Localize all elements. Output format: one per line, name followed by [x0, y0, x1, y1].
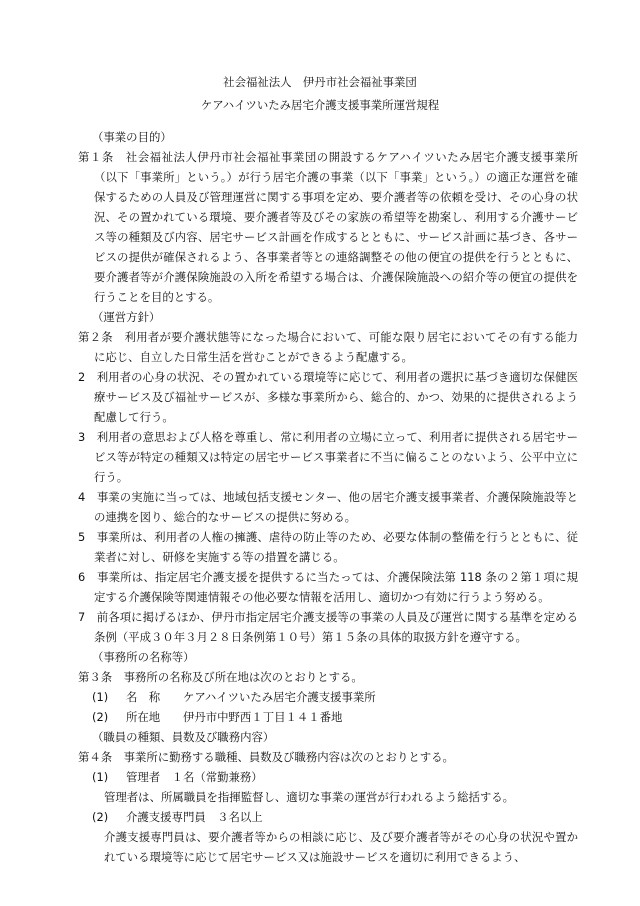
article-2: 第２条 利用者が要介護状態等になった場合において、可能な限り居宅においてその有する能力に応じ、自立した日常生活を営むことができるよう配慮する。: [78, 330, 578, 364]
title-block: [0, 71, 640, 117]
care-manager-item: [78, 807, 578, 827]
heading-purpose: （事業の目的）: [92, 130, 172, 144]
article-2-para-3: 3 利用者の意思および人格を尊重し、常に利用者の立場に立って、利用者に提供される居宅サービス等が特定の種類又は特定の居宅サービス事業者に不当に偏ることのないよう、公平中立に行う。: [78, 430, 578, 484]
item-text: 名 称 ケアハイツいたみ居宅介護支援事業所: [126, 690, 376, 704]
heading-policy: （運営方針）: [92, 310, 161, 324]
organization-name: 社会福祉法人 伊丹市社会福祉事業団: [223, 75, 417, 89]
article-2-para-5: 5 事業所は、利用者の人権の擁護、虐待の防止等のため、必要な体制の整備を行うとともに、従業者に対し、研修を実施する等の措置を講じる。: [78, 530, 578, 564]
heading-staff: （職員の種類、員数及び職務内容）: [92, 730, 275, 744]
item-text: 管理者 １名（常勤兼務）: [126, 770, 263, 784]
item-number: (2): [92, 710, 109, 724]
item-number: (1): [92, 770, 109, 784]
document-body: [78, 127, 578, 867]
item-number: (1): [92, 690, 109, 704]
office-address-item: [78, 707, 578, 727]
item-text: 所在地 伊丹市中野西１丁目１４１番地: [126, 710, 343, 724]
item-number: (2): [92, 810, 109, 824]
article-2-para-2: 2 利用者の心身の状況、その置かれている環境等に応じて、利用者の選択に基づき適切な保健医療サービス及び福祉サービスが、多様な事業所から、総合的、かつ、効果的に提供されるよう配慮して行う。: [78, 370, 578, 424]
article-1: 第１条 社会福祉法人伊丹市社会福祉事業団の開設するケアハイツいたみ居宅介護支援事業所（以下「事業所」という。）が行う居宅介護の事業（以下「事業」という。）の適正な運営を確保するための人員及び管理運営に関する事項を定め、要介護者等の依頼を受け、その心身の状況、その置かれている環境、要介護者等及びその家族の希望等を勘案し、利用する介護サービス等の種類及び内容、居宅サービス計画を作成するとともに、サービス計画に基づき、各サービスの提供が確保されるよう、各事業者等との連絡調整その他の便宜の提供を行うとともに、要介護者等が介護保険施設の入所を希望する場合は、介護保険施設への紹介等の便宜の提供を行うことを目的とする。: [78, 150, 578, 304]
article-3: 第３条 事務所の名称及び所在地は次のとおりとする。: [78, 670, 363, 684]
heading-office-name: （事務所の名称等）: [92, 650, 195, 664]
article-2-para-4: 4 事業の実施に当っては、地域包括支援センター、他の居宅介護支援事業者、介護保険施設等との連携を図り、総合的なサービスの提供に努める。: [78, 490, 578, 524]
care-manager-description: 介護支援専門員は、要介護者等からの相談に応じ、及び要介護者等がその心身の状況や置かれている環境等に応じて居宅サービス又は施設サービスを適切に利用できるよう、: [104, 830, 578, 864]
article-2-para-7: 7 前各項に掲げるほか、伊丹市指定居宅介護支援等の事業の人員及び運営に関する基準を定める条例（平成３０年３月２８日条例第１０号）第１５条の具体的取扱方針を遵守する。: [78, 610, 578, 644]
article-2-para-6: 6 事業所は、指定居宅介護支援を提供するに当たっては、介護保険法第 118 条の２第１項に規定する介護保険等関連情報その他必要な情報を活用し、適切かつ有効に行うよう努める。: [78, 570, 578, 604]
office-name-item: [78, 687, 578, 707]
article-4: 第４条 事業所に勤務する職種、員数及び職務内容は次のとおりとする。: [78, 750, 454, 764]
manager-item: [78, 767, 578, 787]
document-title: ケアハイツいたみ居宅介護支援事業所運営規程: [200, 98, 440, 112]
item-text: 介護支援専門員 ３名以上: [126, 810, 263, 824]
manager-description: 管理者は、所属職員を指揮監督し、適切な事業の運営が行われるよう総括する。: [104, 790, 515, 804]
